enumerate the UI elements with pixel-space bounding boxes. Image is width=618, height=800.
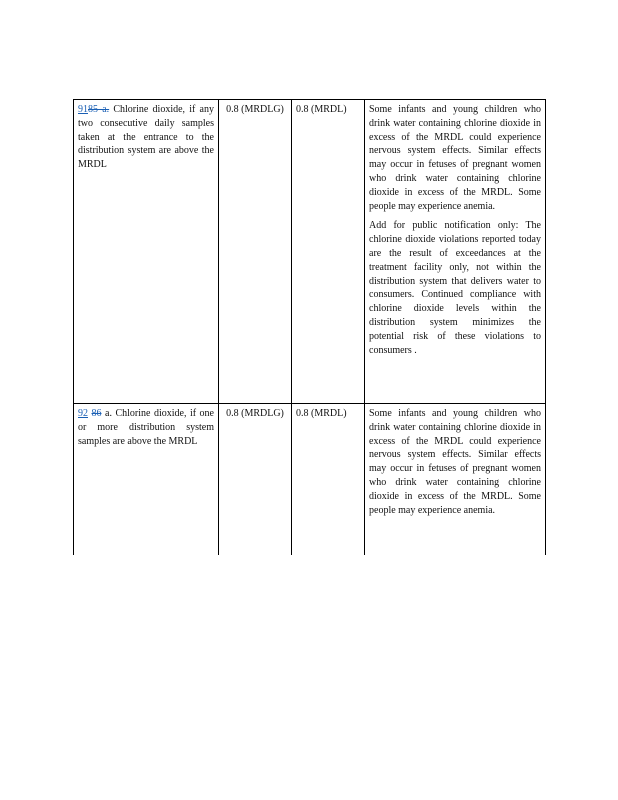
mrdl-cell: 0.8 (MRDL) — [292, 404, 365, 556]
row-number-new[interactable]: 91 — [78, 104, 88, 115]
row-number-old: 86 — [91, 408, 102, 419]
situation-text: Chlorine dioxide, if any two consecutive daily samples taken at the entrance to the distribution system are above the MRDL — [78, 104, 214, 171]
mrdlg-cell: 0.8 (MRDLG) — [219, 404, 292, 556]
situation-cell — [74, 404, 219, 556]
table-row — [74, 404, 546, 556]
situation-text: Chlorine dioxide, if one or more distribution system samples are above the MRDL — [78, 408, 214, 447]
row-number-new[interactable]: 92 — [78, 408, 88, 419]
mrdlg-cell: 0.8 (MRDLG) — [219, 100, 292, 404]
row-number-suffix: a. — [101, 408, 112, 419]
public-notification-text: Add for public notification only: The chlorine dioxide violations reported today are the result of exceedances at the treatment facility only, not within the distribution system that delivers water to consumers. Continued compliance with chlorine dioxide levels within the distribution system minimizes the potential risk of these violations to consumers . — [369, 220, 541, 356]
situation-cell — [74, 100, 219, 404]
table-row — [74, 100, 546, 404]
health-effects-cell — [365, 404, 546, 556]
row-number-old: 85 a. — [88, 104, 110, 115]
mrdl-cell: 0.8 (MRDL) — [292, 100, 365, 404]
health-effects-text: Some infants and young children who drink water containing chlorine dioxide in excess of the MRDL could experience nervous system effects. Similar effects may occur in fetuses of pregnant women who drink water containing chlorine dioxide in excess of the MRDL. Some people may experience anemia. — [369, 104, 541, 212]
contaminant-table — [73, 99, 546, 555]
health-effects-text: Some infants and young children who drink water containing chlorine dioxide in excess of the MRDL could experience nervous system effects. Similar effects may occur in fetuses of pregnant women who drink water containing chlorine dioxide in excess of the MRDL. Some people may experience anemia. — [369, 408, 541, 516]
health-effects-cell — [365, 100, 546, 404]
